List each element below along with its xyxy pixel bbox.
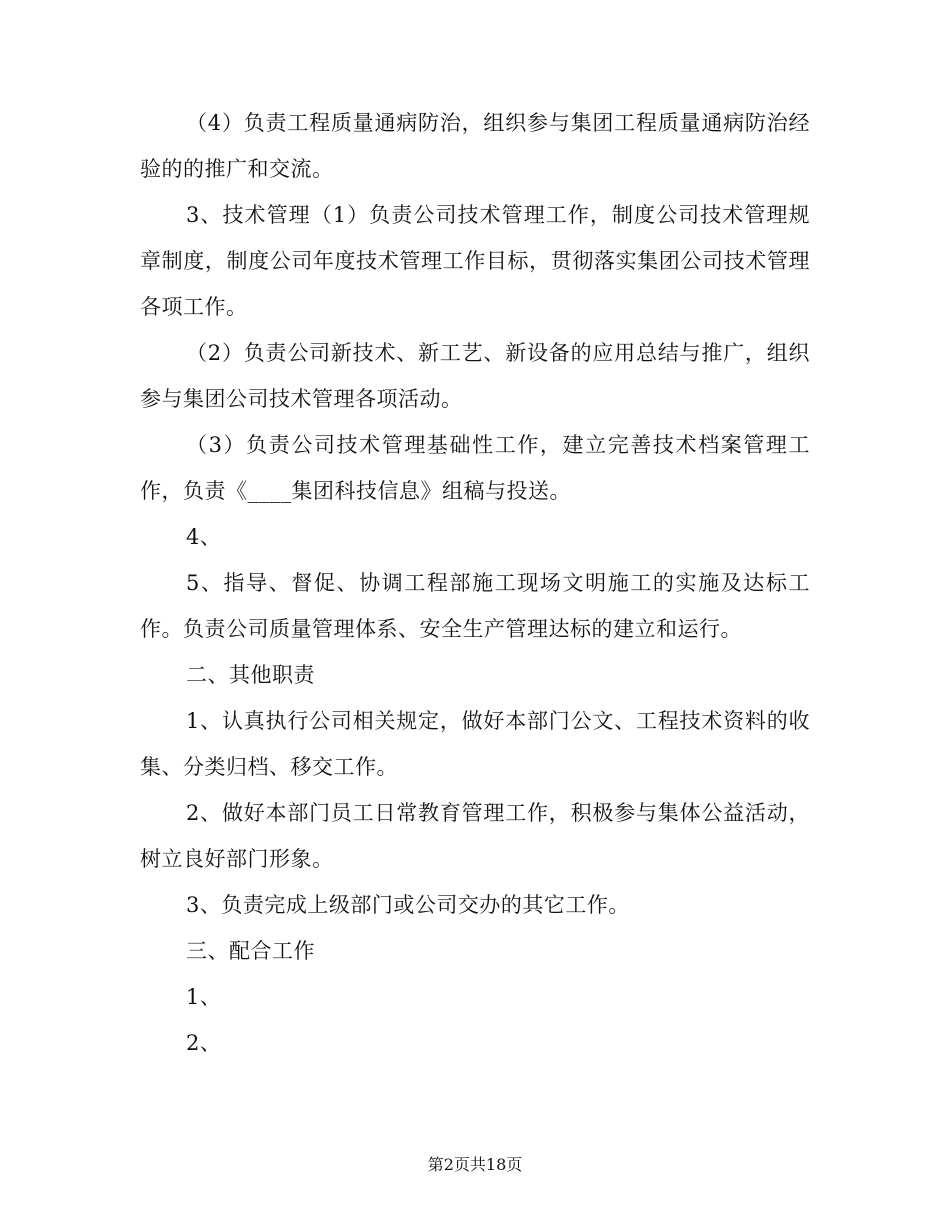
section-heading-other-duties: 二、其他职责 bbox=[186, 663, 315, 687]
paragraph-cooperation-2: 2、 bbox=[186, 1031, 222, 1055]
paragraph-tech-management: 3、技术管理（1）负责公司技术管理工作，制度公司技术管理规章制度，制度公司年度技术管理工作目标，贯彻落实集团公司技术管理各项工作。 bbox=[140, 203, 810, 319]
paragraph-other-tasks: 3、负责完成上级部门或公司交办的其它工作。 bbox=[186, 893, 630, 917]
paragraph-item-4: 4、 bbox=[186, 525, 222, 549]
paragraph-cooperation-1: 1、 bbox=[186, 985, 222, 1009]
paragraph-document-filing: 1、认真执行公司相关规定，做好本部门公文、工程技术资料的收集、分类归档、移交工作。 bbox=[140, 709, 810, 779]
paragraph-civilized-construction: 5、指导、督促、协调工程部施工现场文明施工的实施及达标工作。负责公司质量管理体系、安全生产管理达标的建立和运行。 bbox=[140, 571, 810, 641]
page-number-footer: 第2页共18页 bbox=[427, 1155, 523, 1174]
paragraph-new-technology: （2）负责公司新技术、新工艺、新设备的应用总结与推广，组织参与集团公司技术管理各项活动。 bbox=[140, 341, 810, 411]
paragraph-tech-archives: （3）负责公司技术管理基础性工作，建立完善技术档案管理工作，负责《____集团科技信息》组稿与投送。 bbox=[140, 433, 810, 503]
section-heading-cooperation: 三、配合工作 bbox=[186, 939, 315, 963]
paragraph-quality-defects: （4）负责工程质量通病防治，组织参与集团工程质量通病防治经验的的推广和交流。 bbox=[140, 111, 810, 181]
paragraph-staff-education: 2、做好本部门员工日常教育管理工作，积极参与集体公益活动，树立良好部门形象。 bbox=[140, 801, 810, 871]
